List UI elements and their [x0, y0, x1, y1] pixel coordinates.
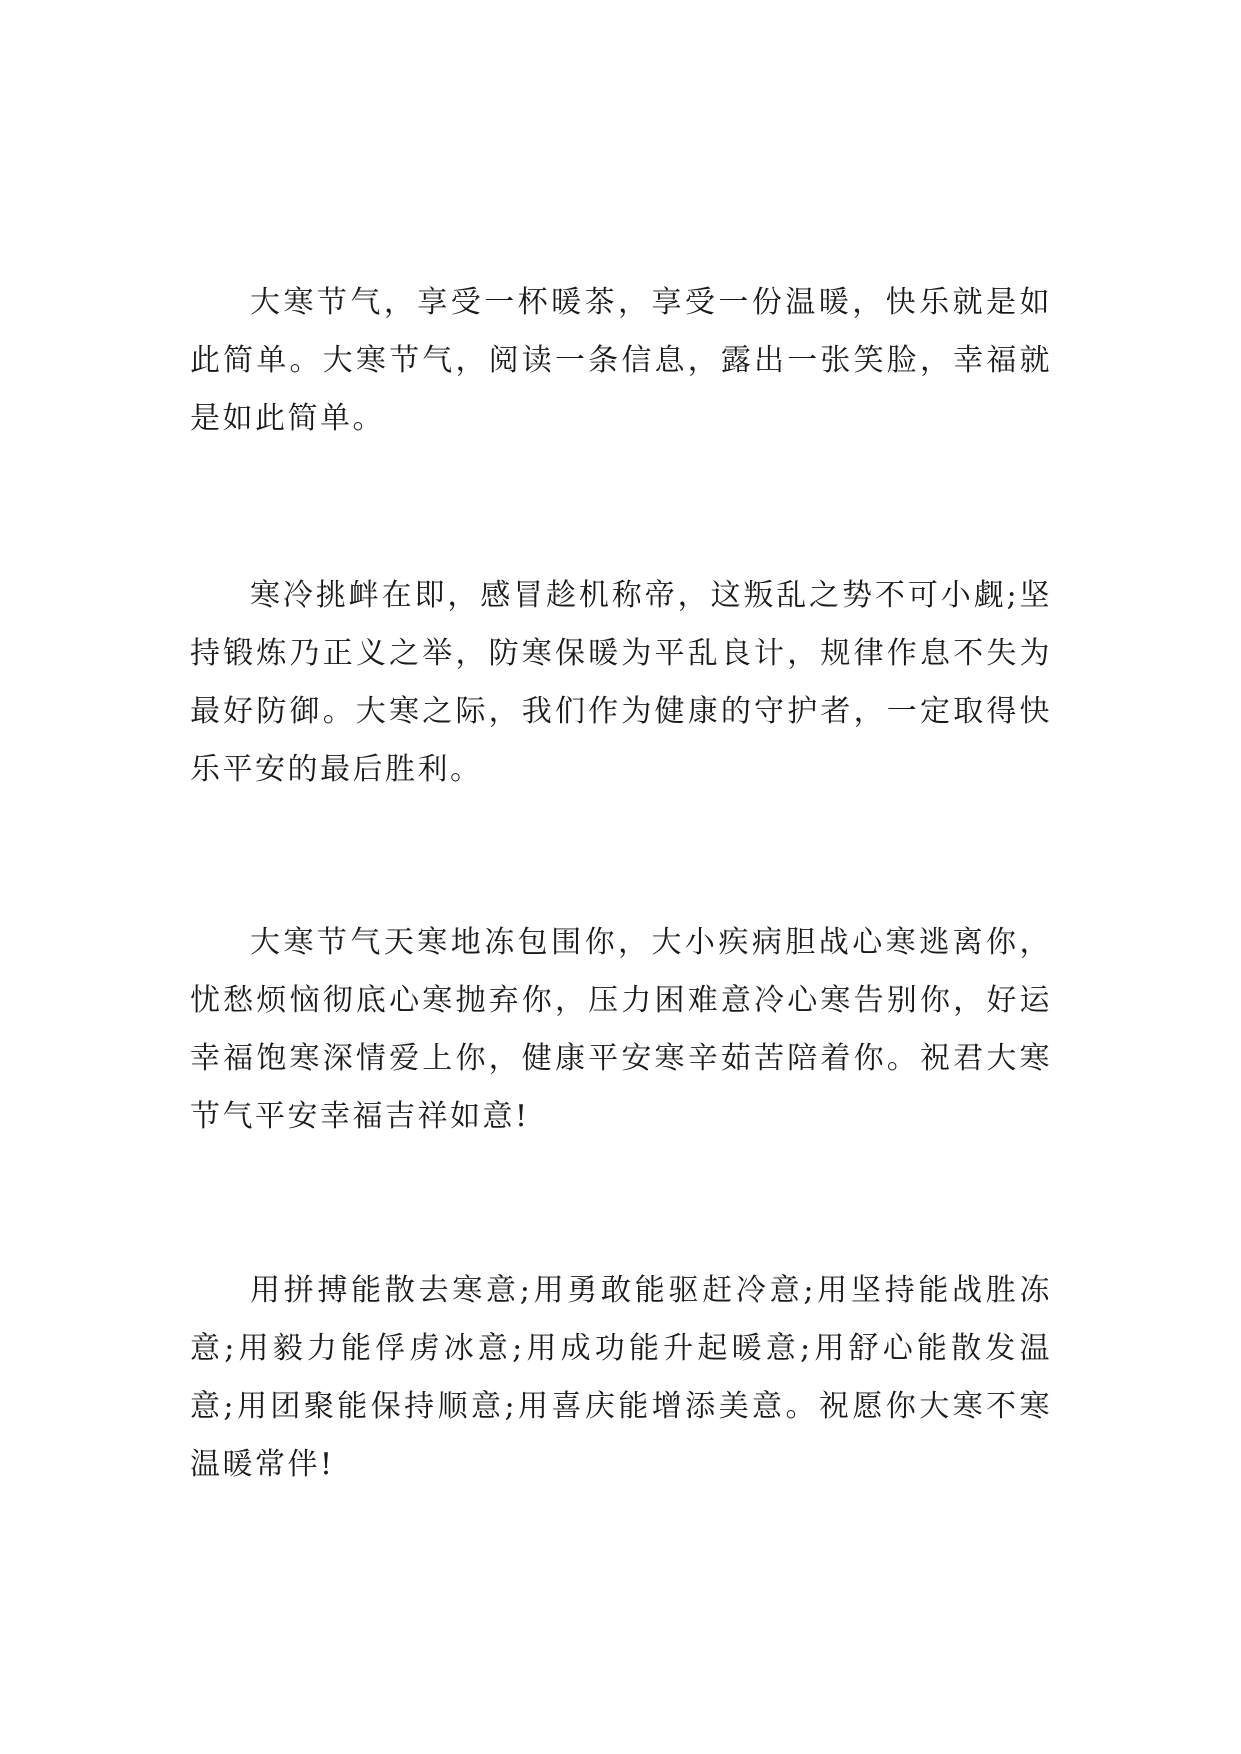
paragraph-4: 用拼搏能散去寒意;用勇敢能驱赶冷意;用坚持能战胜冻意;用毅力能俘虏冰意;用成功能升起暖意;用舒心能散发温意;用团聚能保持顺意;用喜庆能增添美意。祝愿你大寒不寒温暖常伴! [190, 1273, 1052, 1482]
paragraph-2: 寒冷挑衅在即，感冒趁机称帝，这叛乱之势不可小觑;坚持锻炼乃正义之举，防寒保暖为平乱良计，规律作息不失为最好防御。大寒之际，我们作为健康的守护者，一定取得快乐平安的最后胜利。 [190, 578, 1052, 787]
paragraph-3: 大寒节气天寒地冻包围你，大小疾病胆战心寒逃离你，忧愁烦恼彻底心寒抛弃你，压力困难意冷心寒告别你，好运幸福饱寒深情爱上你，健康平安寒辛茹苦陪着你。祝君大寒节气平安幸福吉祥如意! [190, 925, 1052, 1134]
paragraph-1: 大寒节气，享受一杯暖茶，享受一份温暖，快乐就是如此简单。大寒节气，阅读一条信息，露出一张笑脸，幸福就是如此简单。 [190, 285, 1052, 436]
